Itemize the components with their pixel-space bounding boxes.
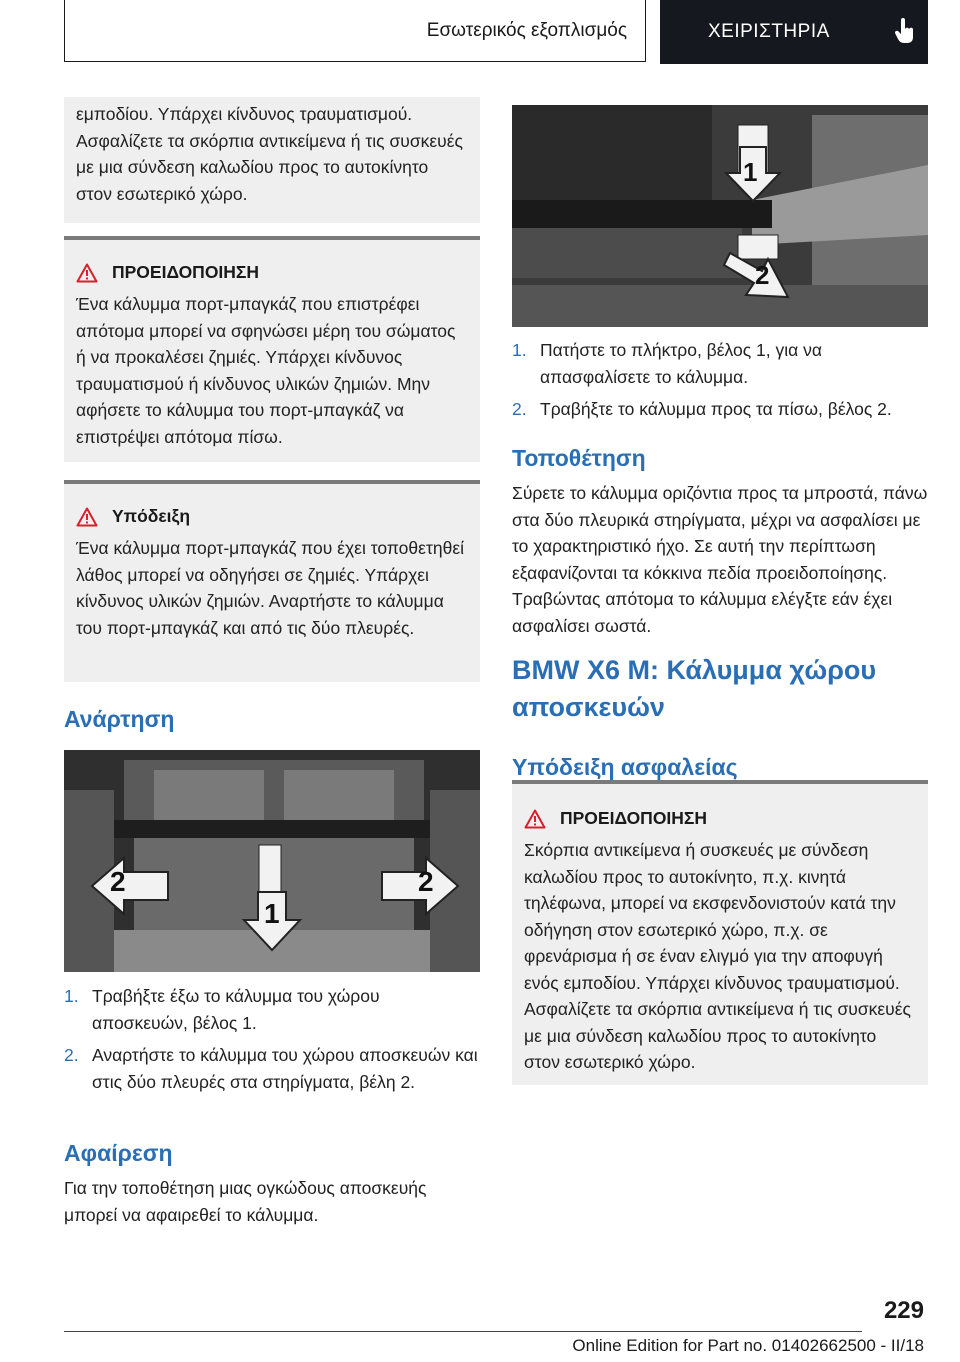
section-title: Εσωτερικός εξοπλισμός: [64, 0, 646, 62]
warning-heading-1: [64, 262, 480, 283]
notice-box-1: [64, 480, 480, 682]
step-text: Τραβήξτε το κάλυμμα προς τα πίσω, βέλος 2.: [540, 399, 892, 419]
hanging-heading: Ανάρτηση: [64, 706, 175, 732]
warning-triangle-icon: [524, 809, 546, 829]
notice-text-1: Ένα κάλυμμα πορτ-μπαγκάζ που έχει τοποθετηθεί λάθος μπορεί να οδηγήσει σε ζημιές. Υπάρχει κίνδυνος υλικών ζημιών. Αναρτήστε το κάλυμμα του πορτ-μπαγκάζ και από τις δύο πλευρές.: [76, 538, 465, 638]
list-item: [512, 337, 928, 390]
page-header: [64, 0, 928, 64]
cargo-cover-release-illustration: [512, 105, 928, 327]
arrow-label-2: 2: [755, 260, 770, 290]
arrow-label-1: 1: [743, 157, 758, 187]
hand-pointer-icon: [894, 18, 916, 44]
main-heading: BMW X6 M: Κάλυμμα χώρου αποσκευών: [512, 655, 877, 722]
warning-text-1: Ένα κάλυμμα πορτ-μπαγκάζ που επιστρέφει απότομα μπορεί να σφηνώσει μέρη του σώματος ή να προκαλέσει ζημιές. Υπάρχει κίνδυνος τραυματισμού ή κίνδυνος υλικών ζημιών. Μην αφήσετε το κάλυμμα του πορτ-μπαγκάζ να επιστρέψει απότομα πίσω.: [76, 294, 456, 447]
placement-section: [512, 445, 928, 639]
continued-warning-box: [64, 97, 480, 223]
warning-title-2: ΠΡΟΕΙΔΟΠΟΙΗΣΗ: [560, 808, 708, 828]
hanging-steps: [64, 983, 480, 1095]
chapter-tab[interactable]: [660, 0, 928, 64]
left-column: [64, 97, 480, 223]
step-number: 2.: [64, 1045, 79, 1065]
hanging-section: [64, 706, 480, 733]
cargo-cover-release-figure: [512, 105, 928, 327]
warning-title-1: ΠΡΟΕΙΔΟΠΟΙΗΣΗ: [112, 262, 260, 282]
warning-text-2: Σκόρπια αντικείμενα ή συσκευές με σύνδεση καλωδίου προς το αυτοκίνητο, π.χ. κινητά τηλέφωνα, μπορεί να εκσφενδονιστούν κατά την οδήγηση στον εσωτερικό χώρο, π.χ. σε φρενάρισμα ή σε έναν ελιγμό για την αποφυγή ενός εμποδίου. Υπάρχει κίνδυνος τραυματισμού. Ασφαλίζετε τα σκόρπια αντικείμενα ή τις συσκευές με μια σύνδεση καλωδίου προς το αυτοκίνητο στον εσωτερικό χώρο.: [524, 840, 911, 1072]
footer-edition: Online Edition for Part no. 01402662500 - II/18: [572, 1336, 924, 1355]
removal-heading: Αφαίρεση: [64, 1140, 173, 1166]
placement-heading: Τοποθέτηση: [512, 445, 646, 471]
arrow-label-right: 2: [418, 866, 434, 897]
list-item: [512, 396, 928, 423]
warning-box-1: [64, 236, 480, 462]
list-item: [64, 983, 480, 1036]
step-number: 1.: [64, 986, 79, 1006]
arrow-label-left: 2: [110, 866, 126, 897]
chapter-title: ΧΕΙΡΙΣΤΗΡΙΑ: [708, 21, 830, 42]
x6m-section: [512, 652, 928, 781]
warning-triangle-icon: [76, 507, 98, 527]
arrow-left-icon: [90, 856, 170, 916]
step-number: 1.: [512, 340, 527, 360]
step-number: 2.: [512, 399, 527, 419]
list-item: [64, 1042, 480, 1095]
placement-text: Σύρετε το κάλυμμα οριζόντια προς τα μπροστά, πάνω στα δύο πλευρικά στηρίγματα, μέχρι να ασφαλίσει με το χαρακτηριστικό ήχο. Σε αυτή την περίπτωση εξαφανίζονται τα κόκκινα πεδία προειδοποίησης. Τραβώντας απότομα το κάλυμμα ελέγξτε εάν έχει ασφαλίσει σωστά.: [512, 483, 928, 636]
step-text: Αναρτήστε το κάλυμμα του χώρου αποσκευών και στις δύο πλευρές στα στηρίγματα, βέλη 2.: [92, 1045, 478, 1092]
removal-section: [64, 1140, 480, 1228]
footer-divider: [64, 1331, 862, 1332]
page-number: 229: [883, 1297, 924, 1324]
continued-warning-text: εμποδίου. Υπάρχει κίνδυνος τραυματισμού. Ασφαλίζετε τα σκόρπια αντικείμενα ή τις συσκευές με μια σύνδεση καλωδίου προς το αυτοκίνητο στον εσωτερικό χώρο.: [76, 104, 463, 204]
notice-title-1: Υπόδειξη: [112, 506, 191, 526]
cargo-cover-hanging-figure: [64, 750, 480, 972]
safety-subheading: Υπόδειξη ασφαλείας: [512, 754, 738, 780]
step-text: Τραβήξτε έξω το κάλυμμα του χώρου αποσκευών, βέλος 1.: [92, 986, 380, 1033]
warning-box-2: [512, 780, 928, 1085]
warning-triangle-icon: [76, 263, 98, 283]
removal-text: Για την τοποθέτηση μιας ογκώδους αποσκευής μπορεί να αφαιρεθεί το κάλυμμα.: [64, 1178, 427, 1225]
step-text: Πατήστε το πλήκτρο, βέλος 1, για να απασφαλίσετε το κάλυμμα.: [540, 340, 822, 387]
notice-heading-1: [64, 506, 480, 527]
warning-heading-2: [512, 808, 928, 829]
release-steps: [512, 337, 928, 423]
arrow-label-center: 1: [264, 898, 280, 929]
